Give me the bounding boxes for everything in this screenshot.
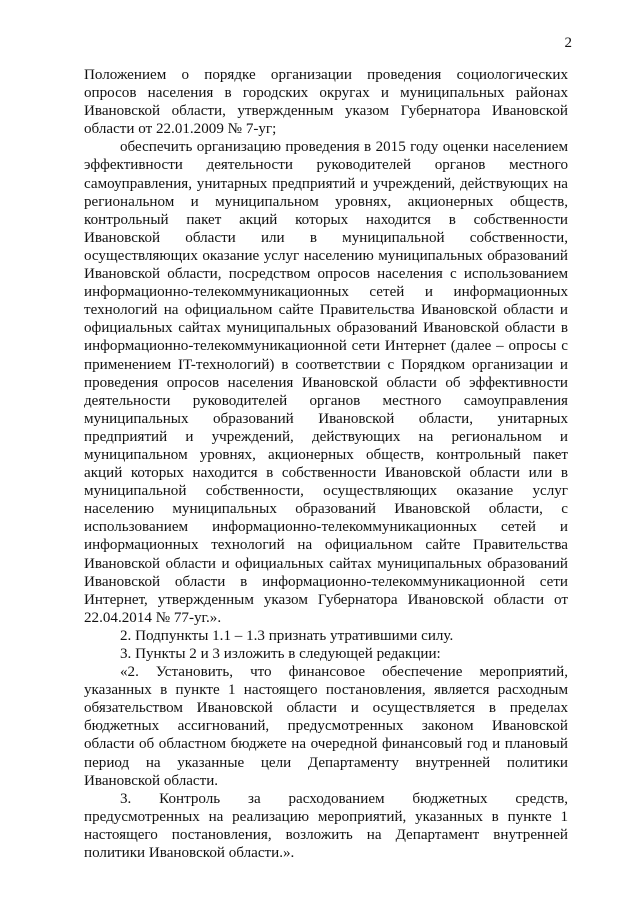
text-line: применением IT-технологий) в соответствии с Порядком организации и [84,356,568,373]
text-line: 3. Пункты 2 и 3 изложить в следующей редакции: [120,646,441,662]
text-line: информационных технологий на официальном сайте Правительства [84,537,568,554]
text-line: Ивановской области, утвержденным указом Губернатора Ивановской [84,103,568,120]
text-line: обязательством Ивановской области и осуществляется в пределах [84,700,568,717]
text-line: муниципальных образований Ивановской области, унитарных [84,410,568,427]
text-line: политики Ивановской области.». [84,845,295,862]
text-line: региональном и муниципальном уровнях, акционерных обществ, [84,193,568,210]
text-line: предприятий и учреждений, действующих на региональном и [84,428,568,445]
text-line: предусмотренных на реализацию мероприятий, указанных в пункте 1 [84,808,568,825]
text-line: осуществляющих оказание услуг населению муниципальных образований [84,247,568,264]
text-line: 22.04.2014 № 77-уг.». [84,609,222,626]
text-line: Ивановской области. [84,772,219,789]
text-line: обеспечить организацию проведения в 2015 году оценки населением [120,139,568,156]
text-line: информационно-телекоммуникационной сети Интернет (далее – опросы с [84,338,568,355]
page-number: 2 [564,35,572,51]
text-line: муниципальной собственности, осуществляющих оказание услуг [84,483,568,500]
text-line: Ивановской области и официальных сайтах муниципальных образований [84,555,568,572]
text-line: области от 22.01.2009 № 7-уг; [84,121,277,138]
text-line: 3. Контроль за расходованием бюджетных средств, [120,790,568,807]
text-line: официальных сайтах муниципальных образований Ивановской области в [84,320,568,337]
text-line: самоуправления, унитарных предприятий и учреждений, действующих на [84,175,568,192]
text-line: эффективности деятельности руководителей органов местного [84,157,568,174]
text-line: Интернет, утвержденным указом Губернатора Ивановской области от [84,591,568,608]
text-line: Ивановской области, посредством опросов населения с использованием [84,266,568,283]
text-line: опросов населения в городских округах и муниципальных районах [84,85,568,102]
text-line: акций которых находится в собственности Ивановской области или в [84,465,568,482]
text-line: муниципальном уровнях, акционерных обществ, контрольный пакет [84,446,568,463]
text-line: указанных в пункте 1 настоящего постановления, является расходным [84,682,568,699]
text-line: Ивановской области или в муниципальной собственности, [84,229,568,246]
text-line: бюджетных ассигнований, предусмотренных законом Ивановской [84,718,568,735]
text-line: информационно-телекоммуникационных сетей и информационных [84,284,568,301]
text-line: Положением о порядке организации проведения социологических [84,67,568,83]
text-line: деятельности руководителей органов местного самоуправления [84,392,568,409]
text-line: технологий на официальном сайте Правительства Ивановской области и [84,302,568,319]
document-body [84,66,568,862]
text-line: настоящего постановления, возложить на Департамент внутренней [84,826,568,843]
text-line: Ивановской области в информационно-телекоммуникационной сети [84,573,568,590]
text-line: контрольный пакет акций которых находится в собственности [84,211,568,228]
text-line: области об областном бюджете на очередной финансовый год и плановый [84,736,568,753]
text-line: «2. Установить, что финансовое обеспечение мероприятий, [120,664,568,681]
text-line: 2. Подпункты 1.1 – 1.3 признать утратившими силу. [120,627,454,644]
text-line: период на указанные цели Департаменту внутренней политики [84,754,568,771]
text-line: использованием информационно-телекоммуникационных сетей и [84,519,568,536]
text-line: населению муниципальных образований Ивановской области, с [84,501,568,518]
text-line: проведения опросов населения Ивановской области об эффективности [84,374,568,391]
